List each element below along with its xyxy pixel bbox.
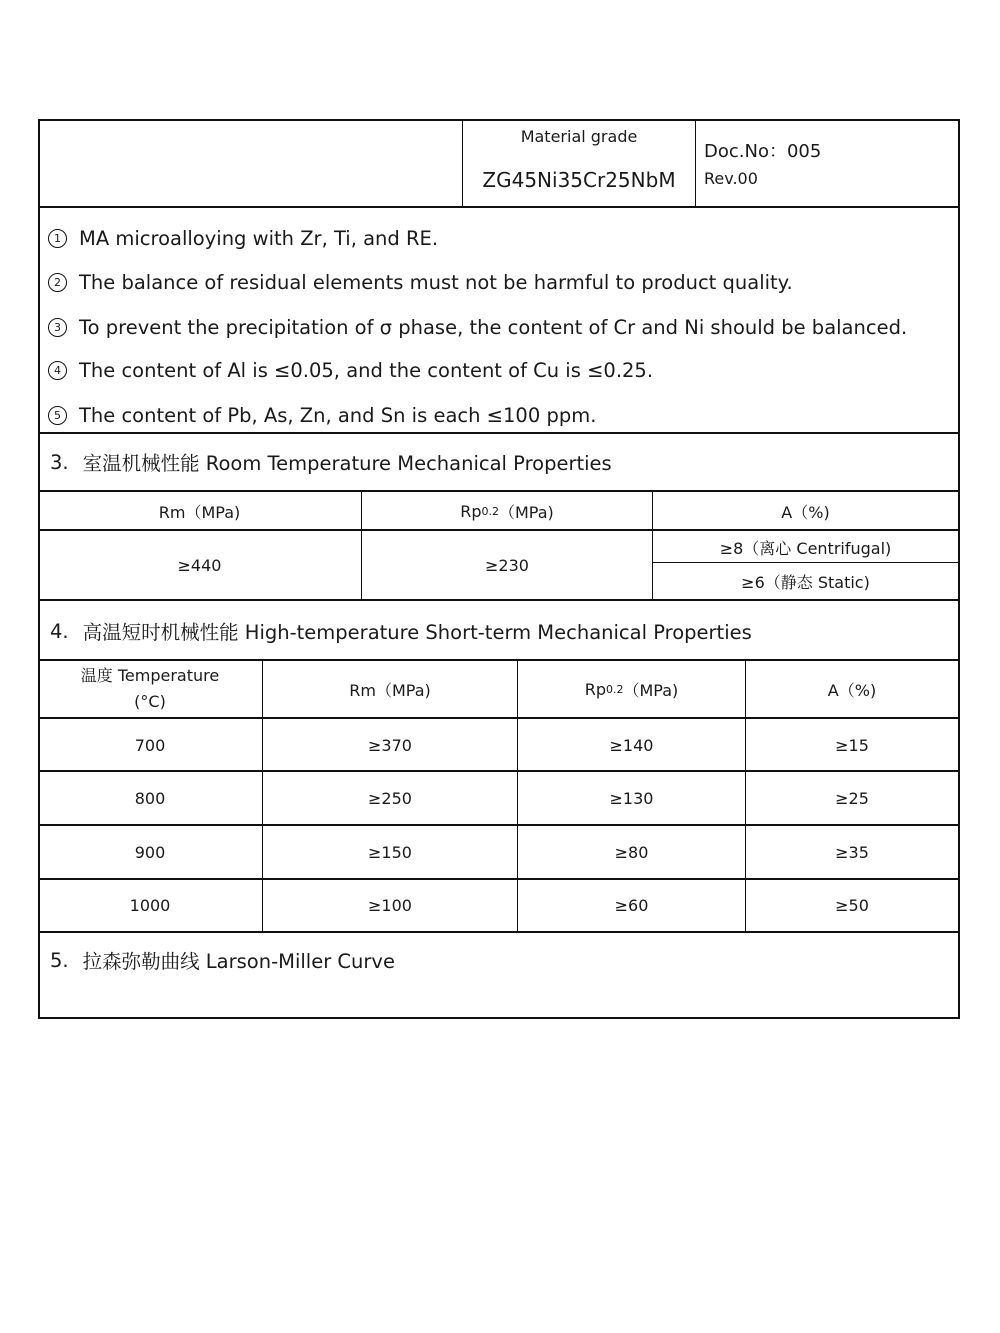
a-centrifugal-value: ≥8（离心 Centrifugal) xyxy=(719,538,892,558)
note-item xyxy=(48,312,907,342)
section-title: 室温机械性能 Room Temperature Mechanical Properties xyxy=(82,452,612,475)
table-cell-a: ≥35 xyxy=(835,842,869,862)
table-cell-rm: ≥370 xyxy=(368,735,412,755)
column-header-rm: Rm（MPa) xyxy=(349,680,431,700)
temperature-unit: (°C) xyxy=(134,692,166,711)
note-item xyxy=(48,355,653,385)
section-number: 3. xyxy=(50,450,69,474)
section-title: 拉森弥勒曲线 Larson-Miller Curve xyxy=(82,950,395,973)
column-header-temperature xyxy=(38,660,262,718)
rp-unit: （MPa) xyxy=(498,502,554,522)
rm-value: ≥440 xyxy=(177,555,222,575)
rp-symbol: Rp xyxy=(460,501,482,521)
note-text: The balance of residual elements must not be harmful to product quality. xyxy=(79,270,793,294)
section-5-heading xyxy=(50,945,395,975)
table-cell-temperature: 700 xyxy=(134,735,166,755)
rp-value: ≥230 xyxy=(485,555,529,575)
circled-number: 5 xyxy=(48,406,67,425)
circled-number: 3 xyxy=(48,318,67,337)
table-cell-temperature: 900 xyxy=(134,842,166,862)
table-cell-a: ≥25 xyxy=(835,788,869,808)
table-cell-a: ≥50 xyxy=(835,895,869,915)
column-header-rp02 xyxy=(362,492,652,530)
section-4-heading xyxy=(50,616,752,646)
table-cell-rp: ≥140 xyxy=(609,735,654,755)
divider xyxy=(38,931,960,933)
table-cell-rp: ≥80 xyxy=(614,842,649,862)
doc-number: Doc.No：005 xyxy=(704,141,822,162)
circled-number: 1 xyxy=(48,229,67,248)
note-text: The content of Al is ≤0.05, and the content of Cu is ≤0.25. xyxy=(79,358,654,382)
note-item xyxy=(48,267,793,297)
note-text: The content of Pb, As, Zn, and Sn is each ≤100 ppm. xyxy=(79,403,597,427)
material-grade-label: Material grade xyxy=(520,126,638,146)
revision: Rev.00 xyxy=(704,169,758,188)
specification-document xyxy=(38,119,960,1019)
table-cell-temperature: 1000 xyxy=(129,895,171,915)
divider xyxy=(38,206,960,208)
divider xyxy=(653,562,958,563)
table-cell-rm: ≥100 xyxy=(368,895,412,915)
divider xyxy=(38,432,960,434)
section-number: 5. xyxy=(50,948,69,972)
column-header-a: A（%) xyxy=(781,502,830,522)
rp-subscript: 0.2 xyxy=(605,682,624,696)
note-text: MA microalloying with Zr, Ti, and RE. xyxy=(79,226,439,250)
table-cell-rm: ≥250 xyxy=(368,788,412,808)
circled-number: 2 xyxy=(48,273,67,292)
table-cell-rp: ≥130 xyxy=(609,788,654,808)
temperature-label: 温度 Temperature xyxy=(80,666,220,685)
table-cell-rm: ≥150 xyxy=(368,842,412,862)
column-header-rm: Rm（MPa) xyxy=(158,502,241,522)
material-grade-value: ZG45Ni35Cr25NbM xyxy=(482,168,676,192)
section-title: 高温短时机械性能 High-temperature Short-term Mechanical Properties xyxy=(82,621,752,644)
divider xyxy=(695,119,696,207)
column-header-a: A（%) xyxy=(827,680,877,700)
rp-unit: （MPa) xyxy=(623,680,679,700)
rp-symbol: Rp xyxy=(584,679,606,699)
column-header-rp02 xyxy=(518,660,745,718)
note-item xyxy=(48,400,596,430)
table-cell-rp: ≥60 xyxy=(614,895,649,915)
table-cell-temperature: 800 xyxy=(134,788,166,808)
divider xyxy=(38,599,960,601)
note-item xyxy=(48,223,438,253)
a-static-value: ≥6（静态 Static) xyxy=(741,573,870,592)
section-3-heading xyxy=(50,447,612,477)
table-cell-a: ≥15 xyxy=(835,735,869,755)
rp-subscript: 0.2 xyxy=(481,504,499,518)
circled-number: 4 xyxy=(48,361,67,380)
note-text: To prevent the precipitation of σ phase, the content of Cr and Ni should be balanced. xyxy=(79,315,908,339)
section-number: 4. xyxy=(50,619,69,643)
